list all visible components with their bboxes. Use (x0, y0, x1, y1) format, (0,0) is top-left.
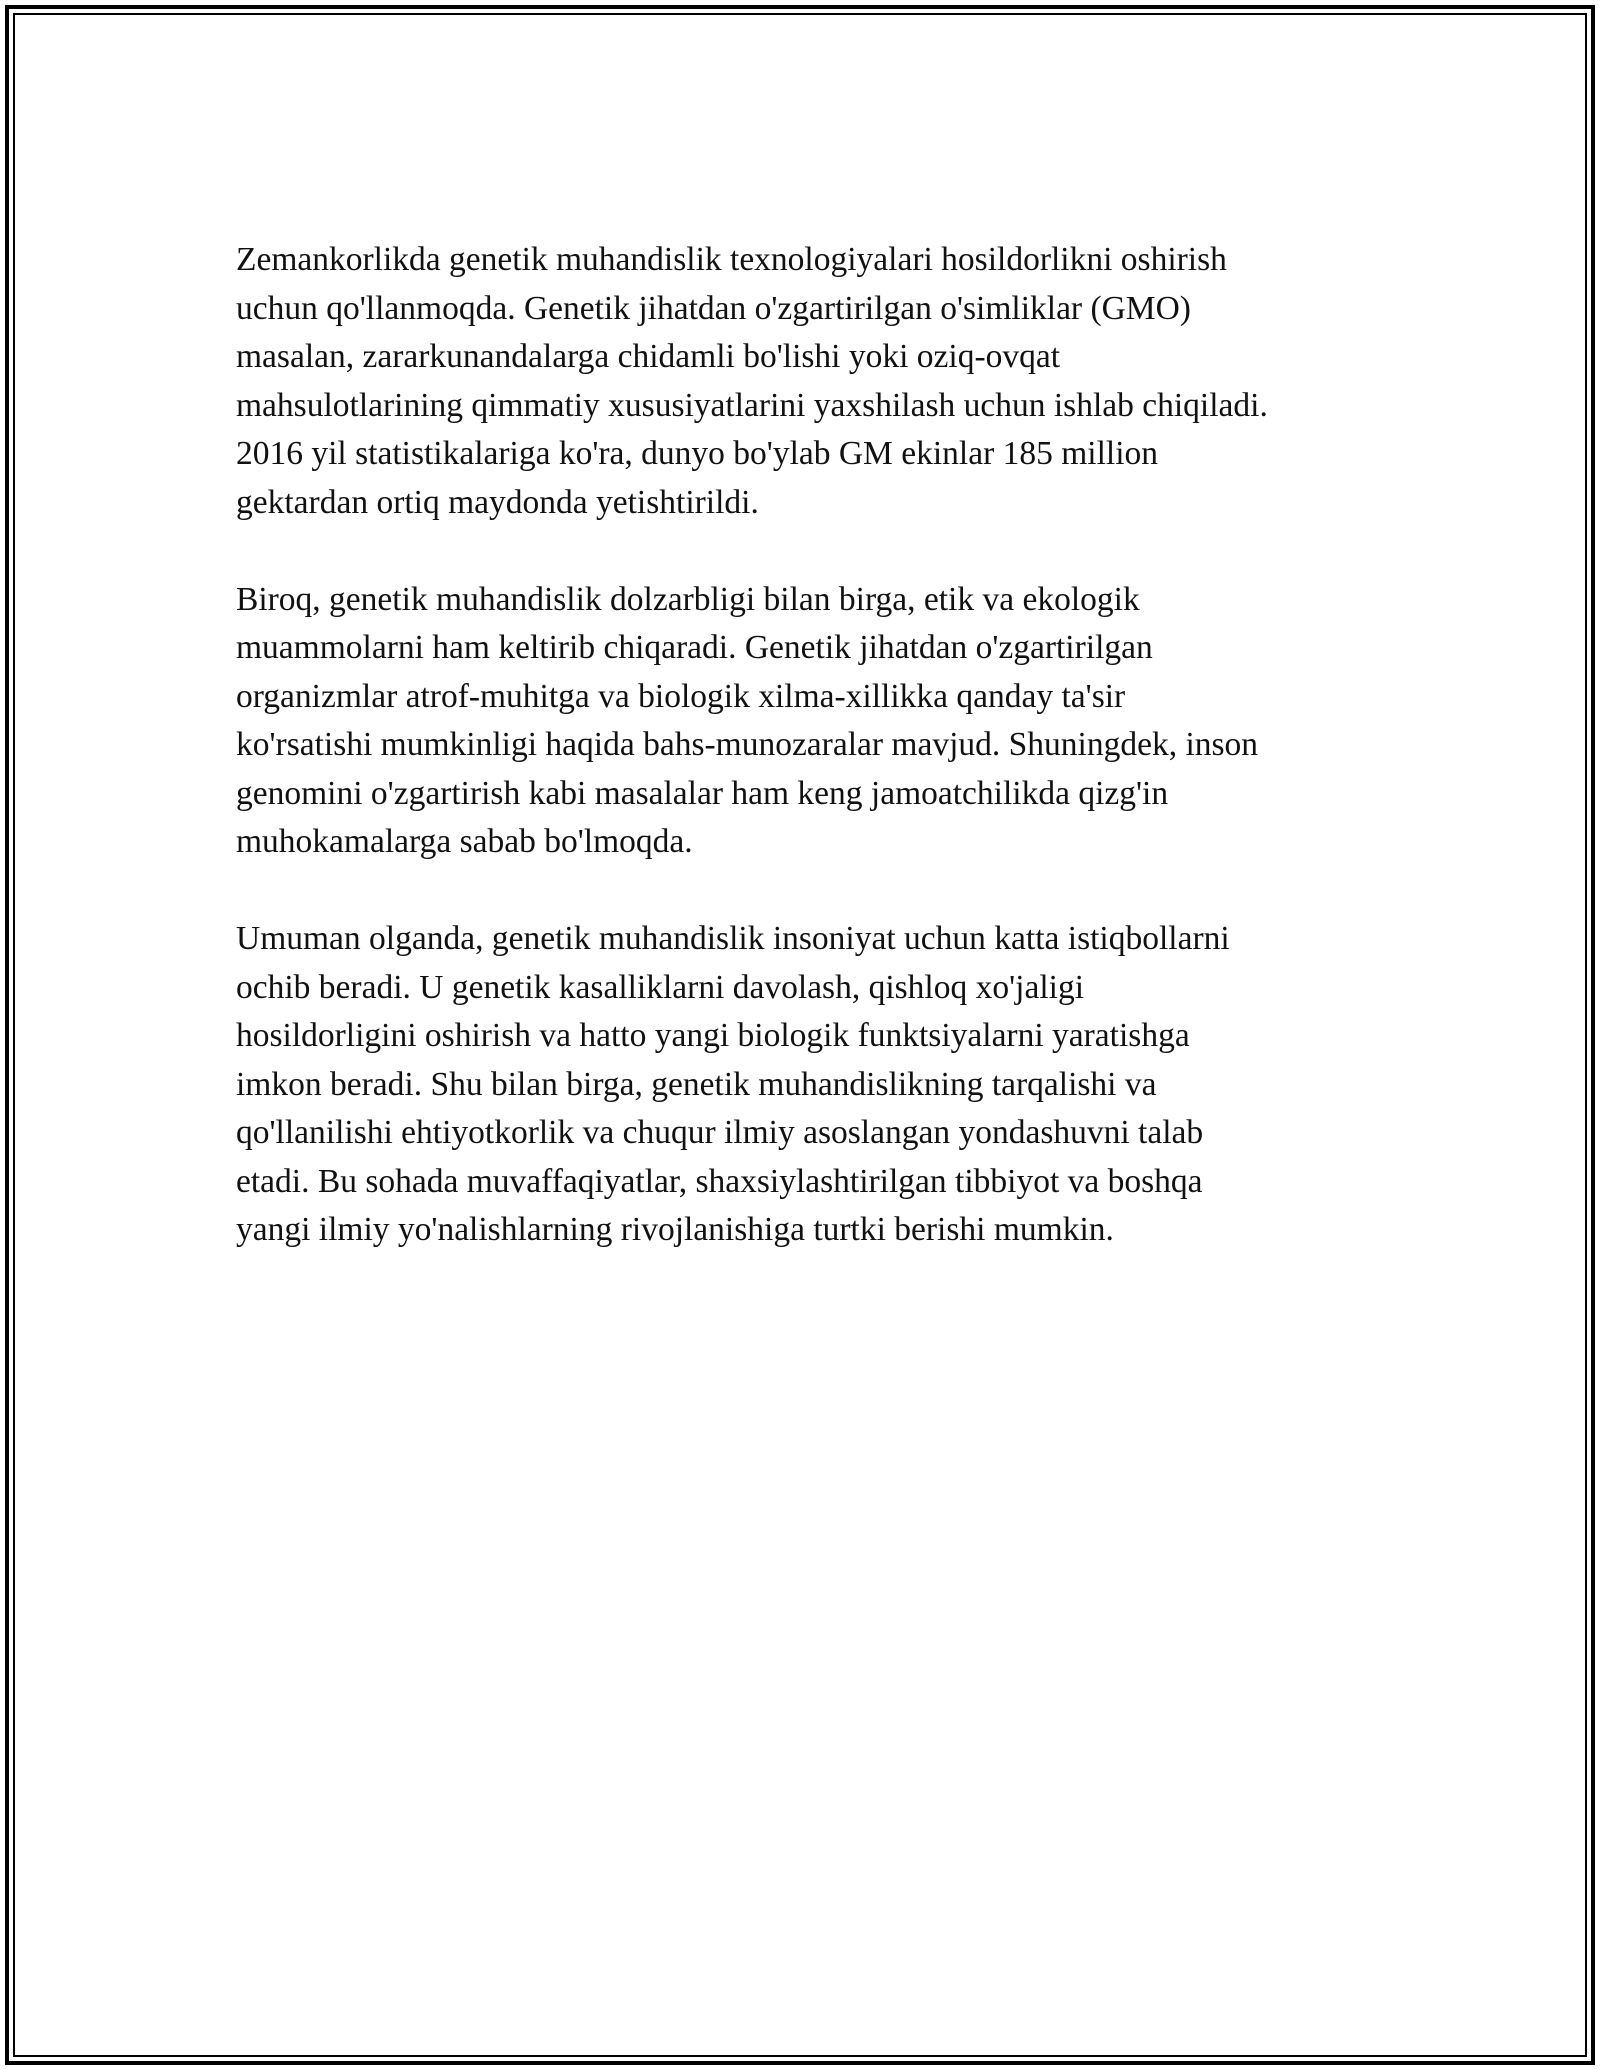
paragraph-line: masalan, zararkunandalarga chidamli bo'lishi yoki oziq-ovqat (236, 338, 1061, 375)
paragraph-3 (236, 915, 1366, 1255)
paragraph-line: 2016 yil statistikalariga ko'ra, dunyo bo'ylab GM ekinlar 185 million (236, 435, 1159, 472)
paragraph-line: organizmlar atrof-muhitga va biologik xilma-xillikka qanday ta'sir (236, 677, 1126, 715)
paragraph-line: mahsulotlarining qimmatiy xususiyatlarini yaxshilash uchun ishlab chiqiladi. (236, 386, 1268, 424)
paragraph-line: etadi. Bu sohada muvaffaqiyatlar, shaxsiylashtirilgan tibbiyot va boshqa (236, 1162, 1203, 1200)
paragraph-line: ochib beradi. U genetik kasalliklarni davolash, qishloq xo'jaligi (236, 968, 1085, 1006)
paragraph-line: qo'llanilishi ehtiyotkorlik va chuqur ilmiy asoslangan yondashuvni talab (236, 1114, 1204, 1151)
paragraph-2 (236, 576, 1366, 867)
paragraph-line: uchun qo'llanmoqda. Genetik jihatdan o'zgartirilgan o'simliklar (GMO) (236, 289, 1191, 327)
document-body (236, 236, 1366, 1303)
paragraph-line: imkon beradi. Shu bilan birga, genetik muhandislikning tarqalishi va (236, 1065, 1157, 1103)
paragraph-1 (236, 236, 1366, 527)
paragraph-line: Zemankorlikda genetik muhandislik texnologiyalari hosildorlikni oshirish (236, 241, 1227, 278)
paragraph-line: gektardan ortiq maydonda yetishtirildi. (236, 483, 759, 521)
paragraph-line: muammolarni ham keltirib chiqaradi. Genetik jihatdan o'zgartirilgan (236, 629, 1153, 666)
paragraph-line: yangi ilmiy yo'nalishlarning rivojlanishiga turtki berishi mumkin. (236, 1211, 1114, 1248)
paragraph-line: muhokamalarga sabab bo'lmoqda. (236, 823, 693, 860)
paragraph-line: Umuman olganda, genetik muhandislik insoniyat uchun katta istiqbollarni (236, 920, 1230, 957)
paragraph-line: genomini o'zgartirish kabi masalalar ham keng jamoatchilikda qizg'in (236, 774, 1169, 812)
paragraph-line: ko'rsatishi mumkinligi haqida bahs-munozaralar mavjud. Shuningdek, inson (236, 726, 1259, 763)
paragraph-line: Biroq, genetik muhandislik dolzarbligi bilan birga, etik va ekologik (236, 580, 1140, 618)
paragraph-line: hosildorligini oshirish va hatto yangi biologik funktsiyalarni yaratishga (236, 1017, 1190, 1054)
